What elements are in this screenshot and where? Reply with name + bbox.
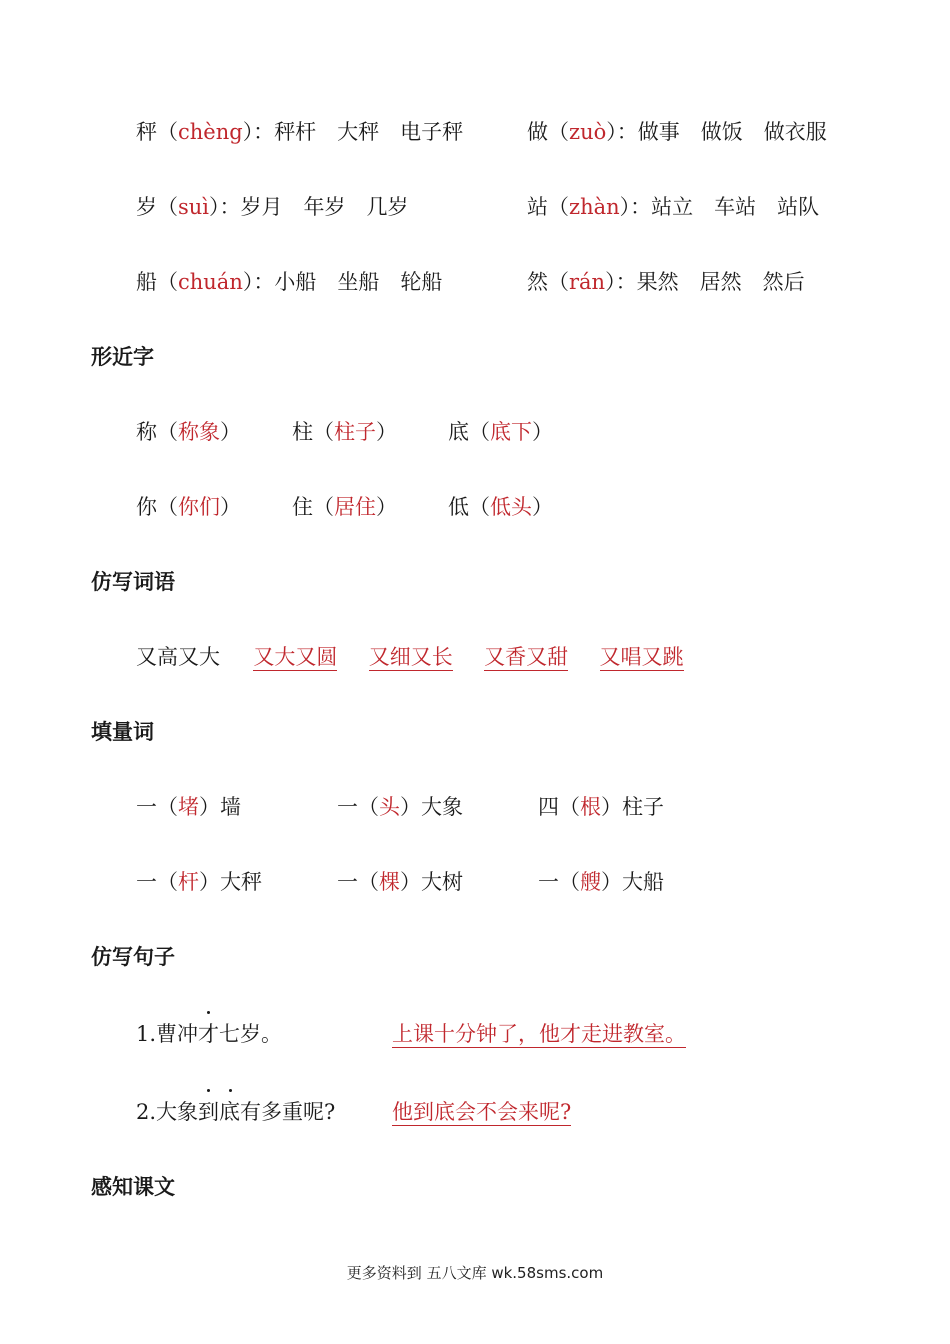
measure-item-2: 一（头）大象 <box>337 795 463 819</box>
measure-item-3: 四（根）柱子 <box>538 795 664 819</box>
measure-item-5: 一（棵）大树 <box>337 870 463 894</box>
similar-item-5: 住（居住） <box>292 495 397 519</box>
section-heading-similar: 形近字 <box>91 345 154 369</box>
answer-word: 又香又甜 <box>484 645 569 669</box>
emphasis-dot <box>207 1089 210 1092</box>
word-group-5: 船（chuán）：小船 坐船 轮船 <box>136 270 443 294</box>
footer-source: 更多资料到 五八文库 wk.58sms.com <box>346 1264 604 1282</box>
sentence-answer-2: 他到底会不会来呢? <box>392 1100 572 1124</box>
word-group-4: 站（zhàn）：站立 车站 站队 <box>527 195 820 219</box>
emphasis-dotted-word: 到底 <box>198 1096 240 1126</box>
word-list: 岁月 年岁 几岁 <box>240 195 409 219</box>
word-list: 果然 居然 然后 <box>636 270 805 294</box>
word-group-3: 岁（suì）：岁月 年岁 几岁 <box>136 195 409 219</box>
sentence-example-1: 1.曹冲才七岁。 <box>136 1018 282 1048</box>
answer-word: 又细又长 <box>368 645 453 669</box>
pinyin: suì <box>178 195 210 219</box>
word-list: 秤杆 大秤 电子秤 <box>274 120 464 144</box>
section-heading-perceive: 感知课文 <box>91 1175 175 1199</box>
pinyin: rán <box>569 270 606 294</box>
word-group-6: 然（rán）：果然 居然 然后 <box>527 270 805 294</box>
similar-item-4: 你（你们） <box>136 495 241 519</box>
pinyin: zhàn <box>569 195 620 219</box>
word-list: 做事 做饭 做衣服 <box>637 120 827 144</box>
measure-item-1: 一（堵）墙 <box>136 795 241 819</box>
similar-item-1: 称（称象） <box>136 420 241 444</box>
example-word: 又高又大 <box>136 645 220 669</box>
word-list: 小船 坐船 轮船 <box>274 270 443 294</box>
similar-item-2: 柱（柱子） <box>292 420 397 444</box>
emphasis-dotted-word: 才 <box>198 1018 219 1048</box>
similar-item-3: 底（底下） <box>448 420 553 444</box>
pinyin: zuò <box>569 120 607 144</box>
sentence-example-2: 2.大象到底 有多重呢? <box>136 1096 335 1126</box>
similar-item-6: 低（低头） <box>448 495 553 519</box>
section-heading-imitate-sentences: 仿写句子 <box>91 945 175 969</box>
answer-word: 又唱又跳 <box>599 645 684 669</box>
answer-word: 又大又圆 <box>253 645 338 669</box>
measure-item-4: 一（杆）大秤 <box>136 870 262 894</box>
measure-item-6: 一（艘）大船 <box>538 870 664 894</box>
sentence-answer-1: 上课十分钟了，他才走进教室。 <box>392 1022 686 1046</box>
imitate-words-row <box>136 641 684 671</box>
pinyin: chèng <box>178 120 243 144</box>
word-group-2: 做（zuò）：做事 做饭 做衣服 <box>527 120 827 144</box>
word-group-1: 秤（chèng）：秤杆 大秤 电子秤 <box>136 120 464 144</box>
section-heading-measure: 填量词 <box>91 720 154 744</box>
section-heading-imitate-words: 仿写词语 <box>91 570 175 594</box>
pinyin: chuán <box>178 270 243 294</box>
word-list: 站立 车站 站队 <box>651 195 820 219</box>
emphasis-dot <box>229 1089 232 1092</box>
